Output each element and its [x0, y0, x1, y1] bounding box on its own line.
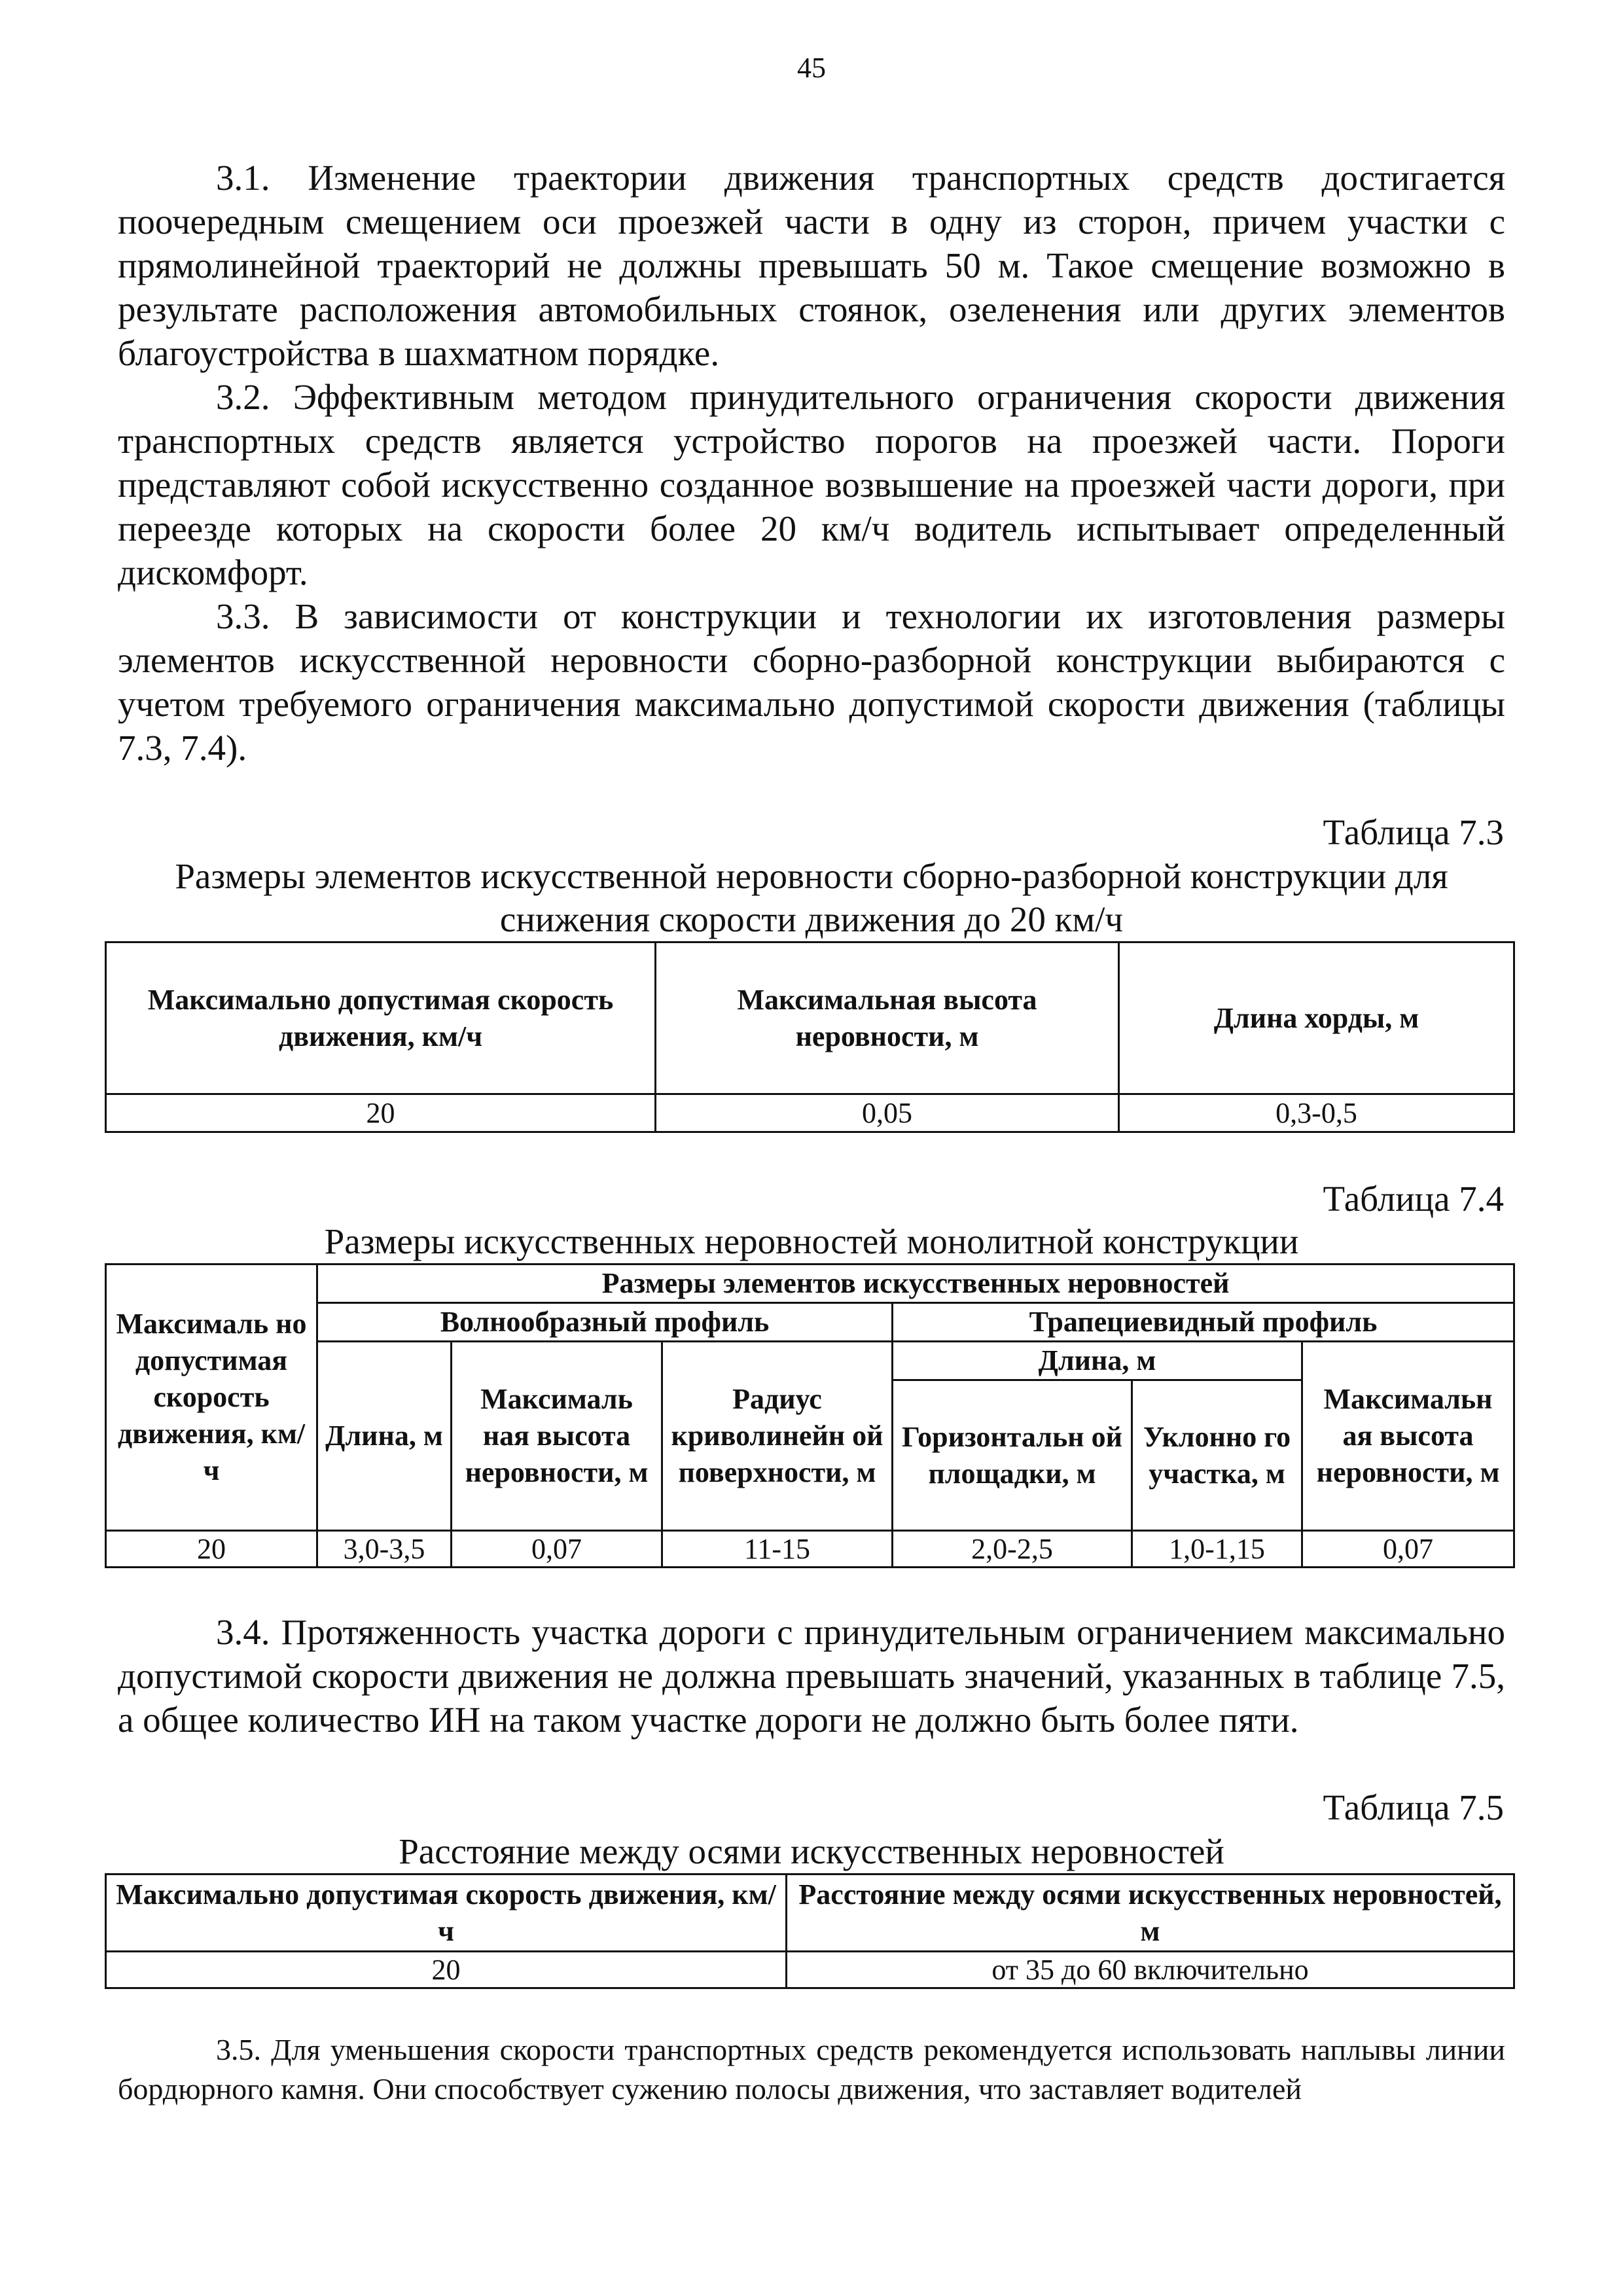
table-7-4-cell-trap-height: 0,07	[1302, 1531, 1514, 1568]
table-7-3-cell-height: 0,05	[656, 1094, 1119, 1132]
table-7-4-header-trap-length: Длина, м	[893, 1342, 1302, 1380]
table-7-5	[105, 1873, 1515, 1989]
paragraph-3-2	[118, 375, 1505, 594]
table-7-5-label: Таблица 7.5	[1323, 1787, 1504, 1827]
paragraph-3-5-text: 3.5. Для уменьшения скорости транспортных средств рекомендуется использовать наплывы линии бордюрного камня. Они способствует сужению полосы движения, что заставляет водителей	[118, 2033, 1505, 2106]
paragraph-3-3-text: 3.3. В зависимости от конструкции и технологии их изготовления размеры элементов искусственной неровности сборно-разборной конструкции выбираются с учетом требуемого ограничения максимально допустимой скорости движения (таблицы 7.3, 7.4).	[118, 596, 1505, 768]
table-7-4-cell-wave-height: 0,07	[452, 1531, 662, 1568]
table-7-4-header-wave-radius: Радиус криволинейн ой поверхности, м	[662, 1342, 893, 1531]
table-7-4	[105, 1263, 1515, 1568]
table-7-4-header-trapezoid-profile: Трапециевидный профиль	[893, 1303, 1514, 1342]
table-7-4-cell-trap-horizontal: 2,0-2,5	[893, 1531, 1132, 1568]
table-7-3-cell-chord: 0,3-0,5	[1119, 1094, 1514, 1132]
table-7-3-header-height: Максимальная высота неровности, м	[656, 942, 1119, 1094]
paragraph-3-1-text: 3.1. Изменение траектории движения транспортных средств достигается поочередным смещением оси проезжей части в одну из сторон, причем участки с прямолинейной траекторий не должны превышать 50 м. Такое смещение возможно в результате расположения автомобильных стоянок, озеленения или других элементов благоустройства в шахматном порядке.	[118, 158, 1505, 373]
table-7-3	[105, 941, 1515, 1133]
table-7-3-cell-speed: 20	[106, 1094, 656, 1132]
table-7-4-header-wave-profile: Волнообразный профиль	[317, 1303, 893, 1342]
table-7-5-header-speed: Максимально допустимая скорость движения, км/ч	[106, 1874, 787, 1952]
table-7-4-cell-speed: 20	[106, 1531, 317, 1568]
paragraph-3-2-text: 3.2. Эффективным методом принудительного ограничения скорости движения транспортных средств является устройство порогов на проезжей части. Пороги представляют собой искусственно созданное возвышение на проезжей части дороги, при переезде которых на скорости более 20 км/ч водитель испытывает определенный дискомфорт.	[118, 377, 1505, 592]
table-7-4-label: Таблица 7.4	[1323, 1179, 1504, 1219]
table-7-3-header-chord: Длина хорды, м	[1119, 942, 1514, 1094]
table-7-3-label: Таблица 7.3	[1323, 812, 1504, 852]
table-7-4-cell-wave-radius: 11-15	[662, 1531, 893, 1568]
table-7-5-caption: Расстояние между осями искусственных неровностей	[399, 1831, 1224, 1871]
table-7-4-header-trap-horizontal: Горизонтальн ой площадки, м	[893, 1380, 1132, 1531]
paragraph-3-5	[118, 2030, 1505, 2109]
paragraph-3-3	[118, 594, 1505, 770]
table-7-4-header-wave-length: Длина, м	[317, 1342, 452, 1531]
table-7-4-caption: Размеры искусственных неровностей монолитной конструкции	[324, 1221, 1299, 1261]
paragraph-3-1	[118, 156, 1505, 375]
table-7-3-caption: Размеры элементов искусственной неровности сборно-разборной конструкции для снижения скорости движения до 20 км/ч	[175, 856, 1448, 939]
table-7-4-header-trap-slope: Уклонно го участка, м	[1132, 1380, 1302, 1531]
paragraph-3-4	[118, 1610, 1505, 1742]
table-7-4-header-trap-height: Максимальн ая высота неровности, м	[1302, 1342, 1514, 1531]
table-7-4-cell-trap-slope: 1,0-1,15	[1132, 1531, 1302, 1568]
table-7-5-cell-speed: 20	[106, 1952, 787, 1988]
table-7-5-cell-distance: от 35 до 60 включительно	[787, 1952, 1514, 1988]
table-7-3-header-speed: Максимально допустимая скорость движения, км/ч	[106, 942, 656, 1094]
table-7-4-cell-wave-length: 3,0-3,5	[317, 1531, 452, 1568]
table-7-5-header-distance: Расстояние между осями искусственных неровностей, м	[787, 1874, 1514, 1952]
table-7-4-header-speed: Максималь но допустимая скорость движения, км/ч	[106, 1265, 317, 1531]
table-7-4-header-elements: Размеры элементов искусственных неровностей	[317, 1265, 1514, 1303]
table-7-4-header-wave-height: Максималь ная высота неровности, м	[452, 1342, 662, 1531]
paragraph-3-4-text: 3.4. Протяженность участка дороги с принудительным ограничением максимально допустимой скорости движения не должна превышать значений, указанных в таблице 7.5, а общее количество ИН на таком участке дороги не должно быть более пяти.	[118, 1612, 1505, 1740]
page-number: 45	[797, 52, 826, 84]
